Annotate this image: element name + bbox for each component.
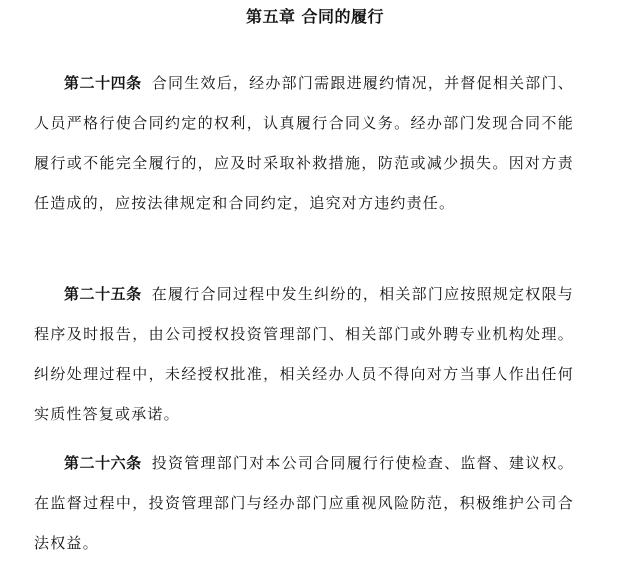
article-24 [34, 63, 574, 223]
article-text: 投资管理部门对本公司合同履行行使检查、监督、建议权。在监督过程中，投资管理部门与经办部门应重视风险防范，积极维护公司合法权益。 [34, 454, 574, 552]
article-text: 合同生效后，经办部门需跟进履约情况，并督促相关部门、人员严格行使合同约定的权利，认真履行合同义务。经办部门发现合同不能履行或不能完全履行的，应及时采取补救措施，防范或减少损失。因对方责任造成的，应按法律规定和合同约定，追究对方违约责任。 [34, 74, 574, 212]
article-paragraph [34, 443, 574, 563]
article-number: 第二十四条 [64, 74, 142, 92]
article-text: 在履行合同过程中发生纠纷的，相关部门应按照规定权限与程序及时报告，由公司授权投资管理部门、相关部门或外聘专业机构处理。纠纷处理过程中，未经授权批准，相关经办人员不得向对方当事人作出任何实质性答复或承诺。 [34, 285, 574, 423]
article-25 [34, 274, 574, 434]
article-number: 第二十五条 [64, 285, 142, 303]
article-26 [34, 443, 574, 563]
article-paragraph [34, 274, 574, 434]
article-paragraph [34, 63, 574, 223]
chapter-title: 第五章 合同的履行 [245, 7, 385, 26]
article-number: 第二十六条 [64, 454, 142, 472]
